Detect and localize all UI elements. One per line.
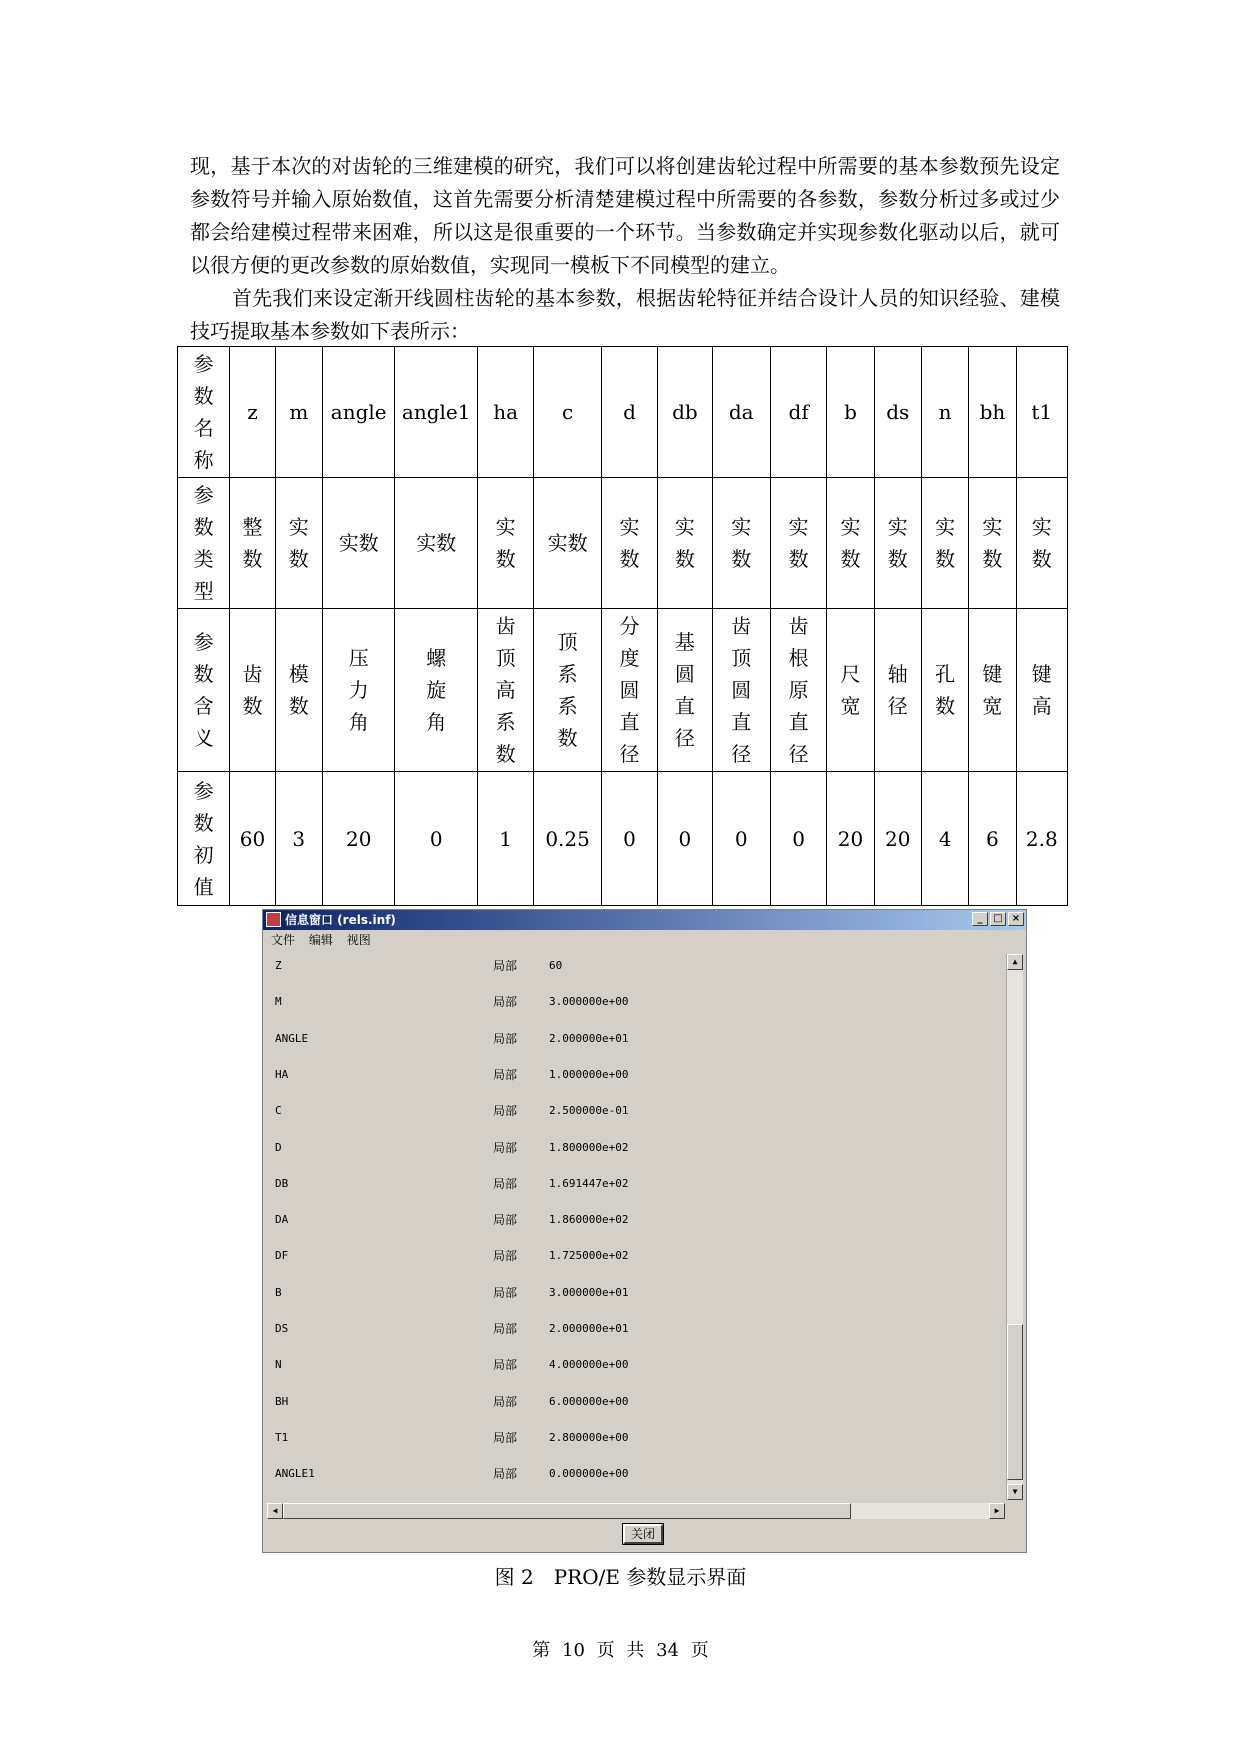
param-name: DA (275, 1213, 289, 1227)
table-cell: 齿数 (230, 608, 275, 771)
param-type: 局部 (493, 1249, 518, 1264)
table-cell: 实数 (395, 477, 478, 608)
table-cell: 轴径 (874, 608, 921, 771)
table-cell: z (230, 347, 275, 478)
horizontal-scroll-thumb[interactable] (283, 1503, 851, 1519)
table-cell: 60 (230, 772, 275, 906)
table-cell: df (770, 347, 826, 478)
param-type: 局部 (493, 1322, 518, 1336)
maximize-button[interactable]: □ (990, 912, 1006, 926)
table-cell: 4 (921, 772, 968, 906)
table-cell: 0 (770, 772, 826, 906)
body-text-2 (190, 282, 1060, 348)
param-name: HA (275, 1067, 289, 1081)
table-cell: ds (874, 347, 921, 478)
list-item[interactable] (267, 1428, 987, 1448)
param-type: 局部 (493, 1213, 518, 1228)
row-label: 参数含义 (178, 608, 230, 771)
list-item[interactable] (267, 1210, 987, 1230)
param-name: DB (275, 1176, 289, 1190)
table-cell: bh (969, 347, 1016, 478)
list-item[interactable] (267, 1174, 987, 1194)
table-cell: ha (477, 347, 533, 478)
param-value: 6.000000e+00 (549, 1394, 629, 1408)
table-cell: 实数 (969, 477, 1016, 608)
info-window (262, 909, 1027, 1553)
param-value: 2.800000e+00 (549, 1430, 629, 1444)
table-cell: c (534, 347, 601, 478)
param-value: 3.000000e+00 (549, 995, 629, 1009)
table-cell: 实数 (770, 477, 826, 608)
table-cell: 2.8 (1016, 772, 1067, 906)
list-item[interactable] (267, 1138, 987, 1158)
list-item[interactable] (267, 1101, 987, 1121)
table-cell: 实数 (827, 477, 874, 608)
menu-edit[interactable]: 编辑 (308, 933, 333, 947)
list-item[interactable] (267, 1319, 987, 1339)
app-icon (266, 912, 281, 927)
table-cell: 20 (874, 772, 921, 906)
minimize-button[interactable]: _ (972, 912, 988, 926)
menubar (263, 930, 1026, 950)
list-item[interactable] (267, 1065, 987, 1085)
table-cell: 整数 (230, 477, 275, 608)
scroll-down-icon[interactable]: ▼ (1007, 1484, 1023, 1500)
table-row (178, 608, 1068, 771)
param-name: B (275, 1285, 282, 1299)
param-type: 局部 (493, 995, 518, 1010)
param-name: D (275, 1140, 282, 1154)
row-label: 参数初值 (178, 772, 230, 906)
table-cell: 齿根原直径 (770, 608, 826, 771)
list-item[interactable] (267, 1029, 987, 1049)
param-value: 4.000000e+00 (549, 1358, 629, 1372)
table-cell: 3 (275, 772, 322, 906)
param-value: 2.000000e+01 (549, 1322, 629, 1335)
param-type: 局部 (493, 1031, 518, 1046)
window-title: 信息窗口 (rels.inf) (285, 913, 396, 927)
menu-file[interactable]: 文件 (271, 933, 296, 947)
param-type: 局部 (493, 1285, 518, 1300)
table-cell: da (712, 347, 770, 478)
table-cell: 实数 (874, 477, 921, 608)
list-item[interactable] (267, 1464, 987, 1484)
param-value: 0.000000e+00 (549, 1467, 629, 1481)
param-value: 1.000000e+00 (549, 1067, 629, 1081)
table-cell: 0.25 (534, 772, 601, 906)
table-cell: 顶系系数 (534, 608, 601, 771)
table-cell: 实数 (658, 477, 712, 608)
scroll-right-icon[interactable]: ▶ (989, 1503, 1005, 1519)
parameter-list (267, 952, 1008, 1500)
menu-view[interactable]: 视图 (346, 933, 371, 947)
param-name: N (275, 1358, 282, 1372)
table-cell: 实数 (712, 477, 770, 608)
table-cell: 20 (322, 772, 394, 906)
param-type: 局部 (493, 1467, 518, 1482)
param-name: M (275, 995, 282, 1009)
param-name: DF (275, 1249, 289, 1263)
paragraph-1: 现，基于本次的对齿轮的三维建模的研究，我们可以将创建齿轮过程中所需要的基本参数预先设定参数符号并输入原始数值，这首先需要分析清楚建模过程中所需要的各参数，参数分析过多或过少都会给建模过程带来困难，所以这是很重要的一个环节。当参数确定并实现参数化驱动以后，就可以很方便的更改参数的原始数值，实现同一模板下不同模型的建立。 (190, 154, 1060, 277)
param-type: 局部 (493, 1358, 518, 1373)
scroll-up-icon[interactable]: ▲ (1007, 954, 1023, 970)
vertical-scroll-thumb[interactable] (1007, 1324, 1023, 1480)
table-cell: 20 (827, 772, 874, 906)
param-name: C (275, 1104, 282, 1118)
paragraph-2: 首先我们来设定渐开线圆柱齿轮的基本参数，根据齿轮特征并结合设计人员的知识经验、建模技巧提取基本参数如下表所示： (190, 286, 1060, 343)
param-name: DS (275, 1322, 289, 1335)
list-item[interactable] (267, 1355, 987, 1375)
table-cell: 键高 (1016, 608, 1067, 771)
table-cell: d (601, 347, 657, 478)
table-cell: 基圆直径 (658, 608, 712, 771)
table-cell: 0 (395, 772, 478, 906)
vertical-scrollbar[interactable] (1006, 954, 1023, 1500)
body-text (190, 150, 1060, 282)
param-name: ANGLE (275, 1031, 309, 1045)
param-value: 2.500000e-01 (549, 1104, 629, 1118)
close-button[interactable]: 关闭 (623, 1524, 663, 1544)
row-label: 参数名称 (178, 347, 230, 478)
close-window-button[interactable]: × (1008, 912, 1024, 926)
table-cell: angle1 (395, 347, 478, 478)
table-cell: 键宽 (969, 608, 1016, 771)
param-value: 60 (549, 959, 563, 972)
param-type: 局部 (493, 1104, 518, 1119)
param-value: 1.860000e+02 (549, 1213, 629, 1227)
param-value: 1.691447e+02 (549, 1176, 629, 1190)
list-item[interactable] (267, 992, 987, 1012)
list-item[interactable] (267, 1283, 987, 1303)
list-item[interactable] (267, 1392, 987, 1412)
table-cell: 6 (969, 772, 1016, 906)
table-cell: 压力角 (322, 608, 394, 771)
table-cell: 实数 (534, 477, 601, 608)
param-type: 局部 (493, 1140, 518, 1155)
table-cell: 分度圆直径 (601, 608, 657, 771)
table-cell: db (658, 347, 712, 478)
table-cell: b (827, 347, 874, 478)
table-cell: n (921, 347, 968, 478)
param-name: T1 (275, 1430, 289, 1444)
param-name: ANGLE1 (275, 1467, 315, 1481)
figure-caption: 图 2 PRO/E 参数显示界面 (494, 1565, 747, 1589)
param-name: Z (275, 959, 282, 972)
param-type: 局部 (493, 1067, 518, 1082)
table-row (178, 347, 1068, 478)
row-label: 参数类型 (178, 477, 230, 608)
horizontal-scrollbar[interactable] (267, 1503, 1005, 1519)
page-number: 第 10 页 共 34 页 (532, 1640, 709, 1661)
table-cell: 齿顶圆直径 (712, 608, 770, 771)
parameter-table (177, 346, 1068, 906)
table-cell: 实数 (275, 477, 322, 608)
table-cell: 0 (712, 772, 770, 906)
param-type: 局部 (493, 1430, 518, 1445)
table-cell: angle (322, 347, 394, 478)
table-cell: 齿顶高系数 (477, 608, 533, 771)
table-cell: t1 (1016, 347, 1067, 478)
table-cell: 实数 (1016, 477, 1067, 608)
table-cell: 实数 (477, 477, 533, 608)
param-type: 局部 (493, 959, 518, 973)
table-row (178, 772, 1068, 906)
table-cell: 0 (601, 772, 657, 906)
table-cell: 孔数 (921, 608, 968, 771)
table-cell: 尺宽 (827, 608, 874, 771)
table-cell: 1 (477, 772, 533, 906)
table-cell: 实数 (601, 477, 657, 608)
param-value: 1.800000e+02 (549, 1140, 629, 1154)
list-item[interactable] (267, 1246, 987, 1266)
table-cell: m (275, 347, 322, 478)
param-type: 局部 (493, 1394, 518, 1409)
scroll-left-icon[interactable]: ◀ (267, 1503, 283, 1519)
table-row (178, 477, 1068, 608)
table-cell: 实数 (322, 477, 394, 608)
table-cell: 实数 (921, 477, 968, 608)
window-titlebar[interactable] (263, 910, 1026, 930)
list-item[interactable] (267, 956, 987, 976)
table-cell: 模数 (275, 608, 322, 771)
param-value: 1.725000e+02 (549, 1249, 629, 1263)
table-cell: 0 (658, 772, 712, 906)
param-name: BH (275, 1394, 289, 1408)
table-cell: 螺旋角 (395, 608, 478, 771)
param-type: 局部 (493, 1176, 518, 1191)
param-value: 3.000000e+01 (549, 1285, 629, 1299)
param-value: 2.000000e+01 (549, 1031, 629, 1045)
